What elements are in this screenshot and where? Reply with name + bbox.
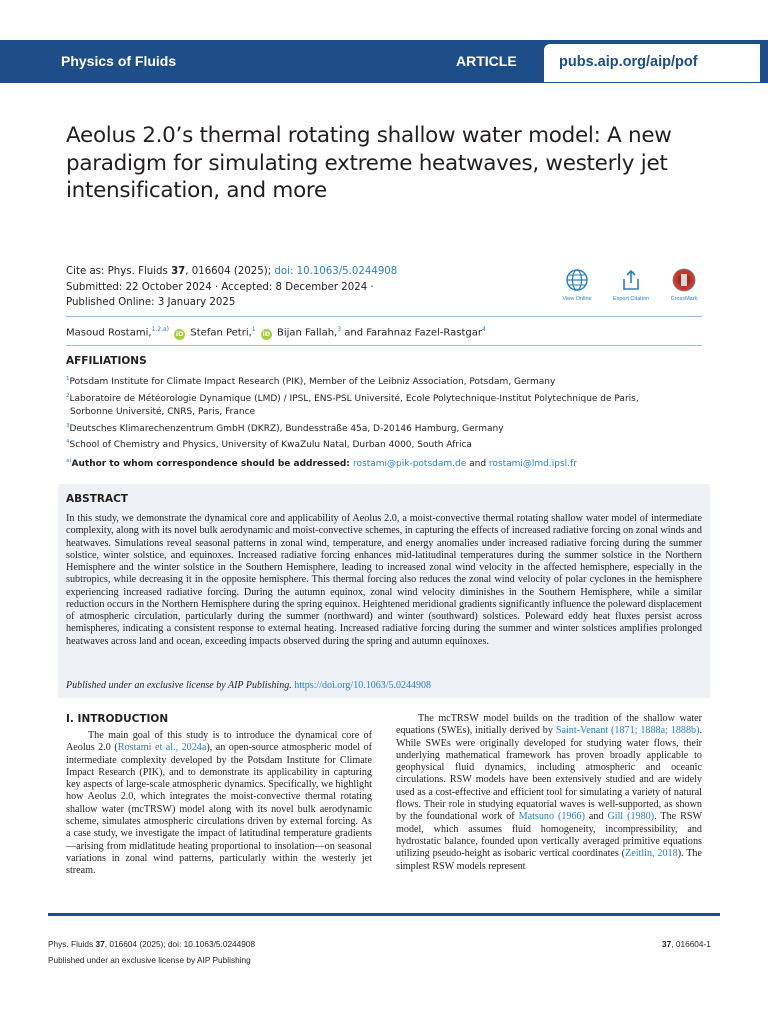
citation-block: [66, 264, 397, 311]
reference-link[interactable]: Saint-Venant (1871; 1888a; 1888b): [555, 725, 700, 737]
corr-sup: a): [66, 458, 72, 464]
abstract-text: In this study, we demonstrate the dynamical core and applicability of Aeolus 2.0, a moist-convective thermal rotating shallow water model of intermediate complexity, along with its novel bulk aerodynamic and moist-convective schemes, in capturing the effects of increased radiative forcing on zonal winds and heatwaves. Simulations reveal seasonal patterns in zonal wind, temperature, and energy anomalies under increased radiative forcing during the summer solstice, winter solstice, and equinoxes. Increased radiative forcing enhances mid-latitudinal temperatures during the summer solstice in the Northern Hemisphere and the winter solstice in the Southern Hemisphere, leading to increased zonal wind velocity in the affected hemisphere, especially in the subtropics, while decreasing it in the opposite hemisphere. This thermal forcing also reduces the zonal wind velocity of polar cyclones in the hemisphere experiencing increased radiative forcing. During the autumn equinox, zonal wind velocity diminishes in the Southern Hemisphere, while a similar reduction occurs in the Northern Hemisphere during the spring equinox. Heightened meridional gradients significantly influence the poleward displacement of atmospheric circulation, particularly during the summer (northward) and winter (southward) solstices. Poleward eddy heat fluxes persist across hemispheres, indicating a consistent response to external heating. Increased radiative forcing during the summer and winter solstices amplifies prolonged heatwaves across land and ocean, exceeding impacts observed during the spring and autumn equinoxes.: [66, 513, 702, 647]
footer-volume: 37: [662, 939, 672, 949]
intro-left-column: [66, 730, 372, 878]
email-link[interactable]: rostami@lmd.ipsl.fr: [488, 459, 577, 469]
footer-citation: [48, 939, 255, 949]
footer-text: Phys. Fluids: [48, 939, 96, 949]
abstract-license: [66, 680, 431, 691]
view-online-button[interactable]: [547, 268, 607, 302]
reference-link[interactable]: Gill (1980): [607, 811, 655, 823]
affiliation-item-cont: Sorbonne Université, CNRS, Paris, France: [70, 407, 256, 418]
paragraph: [396, 713, 702, 873]
license-text: Published under an exclusive license by AIP Publishing.: [66, 680, 295, 691]
crossmark-button[interactable]: [654, 268, 714, 302]
footer-text: , 016604 (2025); doi: 10.1063/5.0244908: [104, 939, 256, 949]
article-title: Aeolus 2.0’s thermal rotating shallow water model: A new paradigm for simulating extreme heatwaves, westerly jet intensification, and more: [66, 123, 672, 203]
dates-line: Submitted: 22 October 2024 · Accepted: 8 December 2024 ·: [66, 281, 374, 293]
reference-link[interactable]: Rostami et al., 2024a: [117, 742, 207, 754]
orcid-icon[interactable]: iD: [175, 330, 184, 339]
affil-text: Laboratoire de Météorologie Dynamique (LMD) / IPSL, ENS-PSL Université, Ecole Polytechnique-Institut Polytechnique de Paris,: [69, 393, 639, 404]
export-citation-button[interactable]: [601, 268, 661, 302]
author-name[interactable]: Masoud Rostami,: [66, 327, 152, 339]
footer-volume: 37: [95, 939, 105, 949]
cite-volume: 37: [171, 266, 186, 277]
affiliation-item: [66, 390, 706, 407]
corr-and: and: [466, 459, 489, 469]
footer-rule: [48, 913, 720, 916]
affil-sup: 3: [66, 422, 70, 429]
affil-text: Potsdam Institute for Climate Impact Research (PIK), Member of the Leibniz Association, Potsdam, Germany: [69, 377, 556, 387]
affiliation-item: [66, 436, 706, 453]
article-type: ARTICLE: [456, 53, 517, 69]
cite-rest: , 016604 (2025);: [185, 266, 275, 277]
author-affil-sup: 1: [251, 326, 256, 333]
affil-text: Deutsches Klimarechenzentrum GmbH (DKRZ), Bundesstraße 45a, D-20146 Hamburg, Germany: [69, 423, 504, 434]
affil-text: School of Chemistry and Physics, University of KwaZulu Natal, Durban 4000, South Africa: [69, 440, 472, 451]
footer-page-number: [662, 939, 711, 949]
abstract-doi-link[interactable]: https://doi.org/10.1063/5.0244908: [294, 680, 431, 691]
author-name[interactable]: and Farahnaz Fazel-Rastgar: [341, 327, 482, 339]
cite-prefix: Cite as: Phys. Fluids: [66, 266, 172, 277]
reference-link[interactable]: Zeitlin, 2018: [625, 848, 678, 860]
export-citation-label: Export Citation: [612, 296, 650, 302]
published-date: Published Online: 3 January 2025: [66, 297, 236, 308]
affiliation-item: [66, 420, 706, 437]
author-affil-sup: 1,2,a): [151, 326, 169, 333]
journal-name: Physics of Fluids: [61, 53, 177, 69]
affiliation-item: [66, 373, 706, 390]
author-list: [66, 326, 486, 340]
globe-icon: [565, 268, 589, 292]
author-name[interactable]: Bijan Fallah,: [276, 327, 338, 339]
text-run: . The RSW model, which assumes fluid homogeneity, incompressibility, and hydrostatic balance, founded upon vertically averaged primitive equations utilizing pseudo-height as isobaric vertical coordinates (: [396, 811, 703, 860]
corr-label: Author to whom correspondence should be addressed:: [71, 459, 354, 469]
text-run: The main goal of this study is to introduce the dynamical core of Aeolus 2.0 (: [66, 730, 372, 754]
orcid-icon[interactable]: iD: [262, 330, 271, 339]
abstract-heading: ABSTRACT: [66, 493, 128, 505]
journal-url-link[interactable]: pubs.aip.org/aip/pof: [559, 54, 698, 70]
affiliations-heading: AFFILIATIONS: [66, 355, 147, 367]
affiliations-list: [66, 373, 706, 453]
correspondence-line: [66, 458, 577, 469]
crossmark-label: CrossMark: [670, 296, 698, 302]
crossmark-icon: [672, 268, 696, 292]
footer-license: Published under an exclusive license by AIP Publishing: [48, 955, 251, 965]
email-link[interactable]: rostami@pik-potsdam.de: [353, 459, 467, 469]
text-run: ). The simplest RSW models represent: [396, 848, 702, 872]
affil-sup: 2: [66, 392, 70, 399]
journal-url-box[interactable]: [544, 44, 760, 82]
affil-sup: 1: [66, 376, 70, 382]
text-run: The mcTRSW model builds on the tradition of the shallow water equations (SWEs), initially derived by: [396, 713, 702, 737]
introduction-heading: I. INTRODUCTION: [66, 713, 169, 725]
divider-line: [66, 345, 702, 346]
doi-link[interactable]: doi: 10.1063/5.0244908: [274, 266, 398, 277]
export-icon: [619, 268, 643, 292]
author-affil-sup: 3: [337, 326, 342, 333]
view-online-label: View Online: [562, 296, 592, 302]
author-affil-sup: 4: [481, 326, 486, 333]
affil-sup: 4: [66, 439, 70, 446]
intro-right-column: [396, 713, 702, 873]
text-run: . While SWEs were originally developed for studying water flows, their underlying mathematical framework has proven broadly applicable to geophysical fluid dynamics, including atmospheric and oceanic circulations. RSW models have been extensively studied and are widely used as a cost-effective and efficient tool for simulating a variety of natural flows. Their role in studying equatorial waves is well-supported, as shown by the foundational work of: [396, 725, 703, 823]
text-run: and: [584, 811, 608, 823]
divider-line: [66, 316, 702, 317]
reference-link[interactable]: Matsuno (1966): [518, 811, 585, 823]
author-name[interactable]: Stefan Petri,: [190, 327, 252, 339]
footer-text: , 016604-1: [671, 939, 711, 949]
text-run: ), an open-source atmospheric model of intermediate complexity developed by the Potsdam Institute for Climate Impact Research (PIK), and to demonstrate its applicability in capturing key aspects of large-scale atmospheric dynamics. Specifically, we highlight how Aeolus 2.0, which integrates the moist-convective thermal rotating shallow water (mcTRSW) model along with its novel bulk aerodynamic scheme, simulates atmospheric circulations driven by external forcing. As a case study, we investigate the impact of latitudinal temperature gradients—arising from midlatitude heating proportional to insolation—on seasonal variations in zonal wind patterns, particularly within the westerly jet stream.: [66, 742, 372, 877]
